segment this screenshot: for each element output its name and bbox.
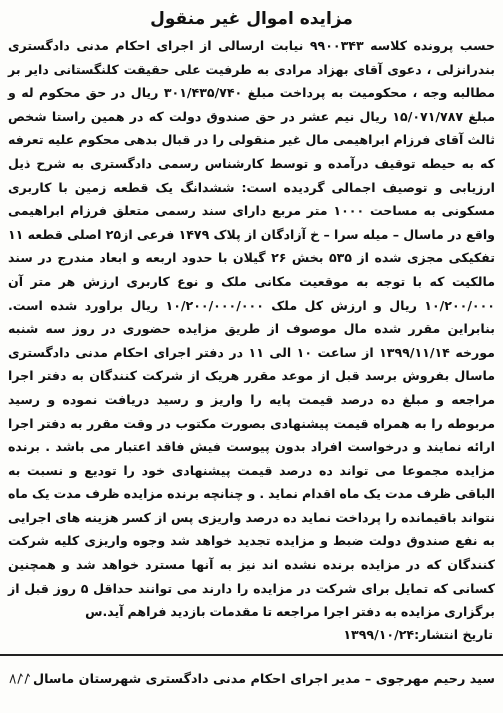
notice-title: مزایده اموال غیر منقول (150, 9, 353, 29)
handwritten-page-mark (8, 659, 33, 699)
publication-date: تاریخ انتشار:۱۳۹۹/۱۰/۲۴ (343, 626, 493, 642)
signature-line: سید رحیم مهرجوی – مدیر اجرای احکام مدنی دادگستری شهرستان ماسال (32, 671, 495, 687)
notice-footer (0, 654, 503, 702)
notice-body: حسب پرونده کلاسه ۹۹۰۰۳۴۳ نیابت ارسالی از اجرای احکام مدنی دادگستری بندرانزلی ، دعوی آقای بهزاد مرادی به طرفیت علی حقیقت کلنگستانی دایر بر مطالبه وجه ، محکومیت به پرداخت مبلغ ۳۰۱/۴۳۵/۷۴۰ ریال در حق محکوم له و مبلغ ۱۵/۰۷۱/۷۸۷ ریال نیم عشر در حق صندوق دولت که در همین راستا شخص ثالث آقای فرزام ابراهیمی مال غیر منقولی را در قبال بدهی محکوم علیه تعرفه که به حیطه توقیف درآمده و توسط کارشناس رسمی دادگستری به شرح ذیل ارزیابی و توصیف اجمالی گردیده است: ششدانگ یک قطعه زمین با کاربری مسکونی به مساحت ۱۰۰۰ متر مربع دارای سند رسمی متعلق فرزام ابراهیمی واقع در ماسال – میله سرا – خ آزادگان از پلاک ۱۴۷۹ فرعی از۲۵ اصلی قطعه ۱۱ تفکیکی مجزی شده از ۵۳۵ بخش ۲۶ گیلان با حدود اربعه و ابعاد مندرج در سند مالکیت که با توجه به موقعیت مکانی ملک و نوع کاربری ارزش هر متر آن ۱۰/۲۰۰/۰۰۰ ریال و ارزش کل ملک ۱۰/۲۰۰/۰۰۰/۰۰۰ ریال براورد شده است. بنابراین مقرر شده مال موصوف از طریق مزایده حضوری در روز سه شنبه مورخه ۱۳۹۹/۱۱/۱۴ از ساعت ۱۰ الی ۱۱ در دفتر اجرای احکام مدنی دادگستری ماسال بفروش برسد قبل از موعد مقرر هریک از شرکت کنندگان به دفتر اجرا مراجعه و مبلغ ده درصد قیمت پایه را واریز و رسید دریافت نموده و رسید مربوطه را به همراه قیمت پیشنهادی بصورت مکتوب در وقت مقرر به دفتر اجرا ارائه نمایند و درخواست افراد بدون پیوست فیش فاقد اعتبار می باشد . برنده مزایده مجموعا می تواند ده درصد قیمت پیشنهادی خود را تودیع و نسبت به الباقی ظرف مدت یک ماه اقدام نماید . و چنانچه برنده مزایده ظرف مدت یک ماه نتواند باقیمانده را پرداخت نماید ده درصد واریزی پس از کسر هزینه های اجرایی به نفع صندوق دولت ضبط و مزایده تجدید خواهد شد وجوه واریزی کلیه شرکت کنندگان که در مزایده برنده نشده اند نیز به آنها مسترد خواهد شد و همچنین کسانی که تمایل برای شرکت در مزایده را دارند می توانند حداقل ۵ روز قبل از برگزاری مزایده به دفتر اجرا مراجعه تا مقدمات بازدید فراهم آید.س (8, 38, 495, 620)
